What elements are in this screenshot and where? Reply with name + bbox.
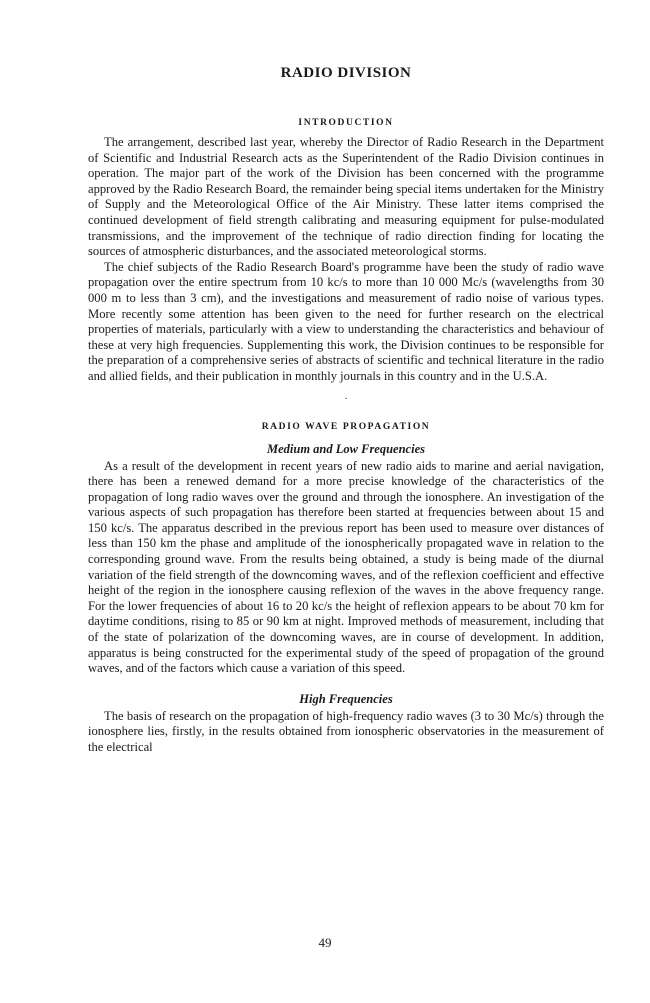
high-frequencies-paragraph: The basis of research on the propagation of high-frequency radio waves (3 to 30 Mc/s) through the ionosphere lies, firstly, in the results obtained from ionospheric observatories in the measurement of the electrical [88, 708, 604, 754]
propagation-heading: RADIO WAVE PROPAGATION [261, 421, 431, 432]
intro-paragraph-1: The arrangement, described last year, whereby the Director of Radio Research in the Department of Scientific and Industrial Research acts as the Superintendent of the Radio Division continues in operation. The major part of the work of the Division has been concerned with the programme approved by the Radio Research Board, the remainder being special items undertaken for the Ministry of Supply and the Meteorological Office of the Air Ministry. These latter items comprised the continued development of field strength calibrating and measuring equipment for pulse-modulated transmissions, and the improvement of the technique of radio direction finding for locating the sources of atmospheric disturbances, and the associated meteorological storms. [88, 135, 604, 259]
page-number: 49 [318, 935, 332, 950]
medium-low-paragraph: As a result of the development in recent years of new radio aids to marine and aerial navigation, there has been a renewed demand for a more precise knowledge of the characteristics of the propagation of long radio waves over the ground and through the ionosphere. An investigation of the various aspects of such propagation has therefore been started at frequencies between about 15 and 150 kc/s. The apparatus described in the previous report has been used to measure over distances of less than 150 km the phase and amplitude of the ionospherically propagated wave in relation to the corresponding ground wave. From the results being obtained, a study is being made of the diurnal variation of the field strength of the downcoming waves, and of the reflexion coefficient and effective height of the region in the ionosphere causing reflexion of the waves in the above frequency range. For the lower frequencies of about 16 to 20 kc/s the height of reflexion appears to be about 70 km for daytime conditions, rising to 85 or 90 km at night. Improved methods of measurement, including that of the state of polarization of the downcoming waves, are in course of development. In addition, apparatus is being constructed for the experimental study of the speed of propagation of the ground waves, and of the factors which cause a variation of this speed. [88, 458, 604, 676]
high-frequencies-subheading: High Frequencies [299, 691, 393, 706]
page-body [88, 62, 604, 756]
medium-low-subheading: Medium and Low Frequencies [267, 441, 425, 456]
intro-paragraph-2: The chief subjects of the Radio Research Board's programme have been the study of radio wave propagation over the entire spectrum from 10 kc/s to more than 10 000 Mc/s (wavelengths from 30 000 m to less than 3 cm), and the investigations and measurement of radio noise of various types. More recently some attention has been given to the need for further research on the electrical properties of materials, particularly with a view to understanding the characteristics and behaviour of these at very high frequencies. Supplementing this work, the Division continues to be responsible for the preparation of a comprehensive series of abstracts of scientific and technical literature in the radio and allied fields, and their publication in monthly journals in this country and in the U.S.A. [88, 259, 604, 383]
section-separator-dot: . [344, 390, 348, 402]
introduction-heading: INTRODUCTION [298, 118, 394, 128]
page-title: RADIO DIVISION [280, 65, 412, 81]
